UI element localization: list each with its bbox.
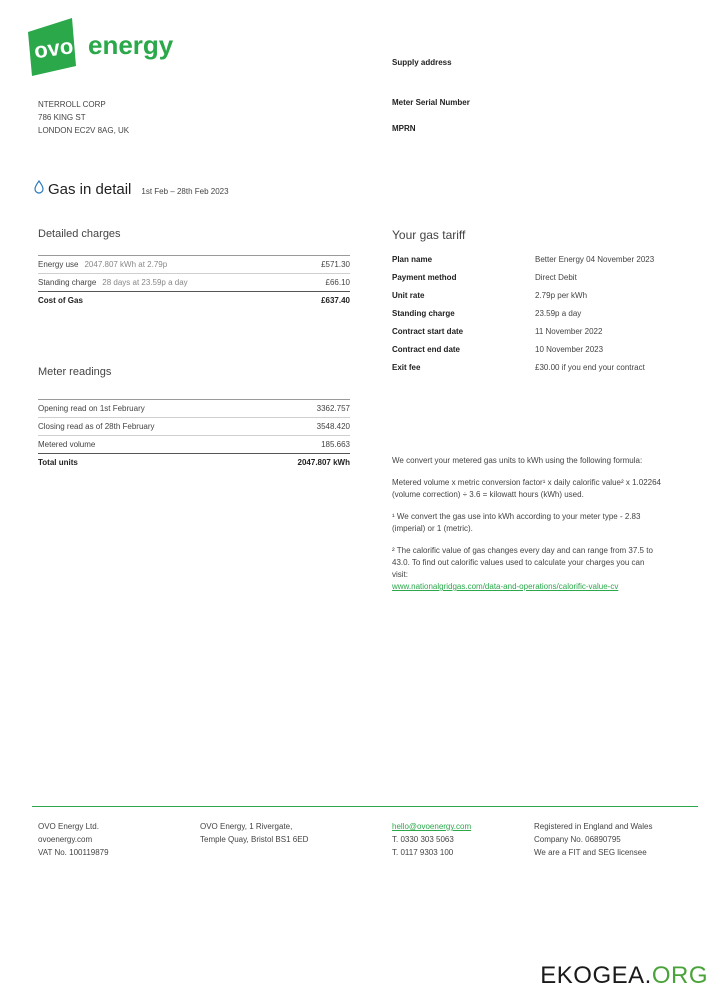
row-value: £66.10: [325, 278, 350, 287]
row-label: Metered volume: [38, 440, 96, 449]
conversion-explanation: [392, 455, 662, 593]
svg-text:energy: energy: [88, 30, 174, 60]
tariff-key: Payment method: [392, 273, 457, 282]
table-row: [38, 418, 350, 436]
tariff-row: [392, 308, 692, 320]
footer-address: [200, 820, 308, 846]
detailed-charges-title: Detailed charges: [38, 228, 121, 240]
total-label: Cost of Gas: [38, 296, 83, 305]
tariff-key: Exit fee: [392, 363, 421, 372]
table-row: [38, 255, 350, 274]
row-value: 185.663: [321, 440, 350, 449]
tariff-row: [392, 272, 692, 284]
customer-address: [38, 98, 238, 137]
row-label: Standing charge: [38, 278, 97, 287]
table-row: [38, 274, 350, 292]
tariff-value: £30.00 if you end your contract: [535, 363, 645, 372]
tariff-value: Direct Debit: [535, 273, 577, 282]
footer-registration: [534, 820, 652, 859]
footer-line: T. 0330 303 5063: [392, 835, 454, 844]
footer-line: OVO Energy Ltd.: [38, 822, 99, 831]
table-row: [38, 399, 350, 418]
tariff-row: [392, 254, 692, 266]
watermark-part: ORG: [651, 962, 708, 989]
tariff-value: 23.59p a day: [535, 309, 582, 318]
watermark-part: EKOGEA.: [540, 962, 652, 989]
customer-line: NTERROLL CORP: [38, 100, 106, 109]
gas-tariff-table: [392, 254, 692, 380]
svg-text:ovo: ovo: [32, 33, 75, 64]
explanation-paragraph: We convert your metered gas units to kWh using the following formula:: [392, 456, 643, 465]
ovo-energy-logo: [28, 18, 198, 76]
calorific-value-link[interactable]: www.nationalgridgas.com/data-and-operations/calorific-value-cv: [392, 582, 619, 591]
section-dates: 1st Feb – 28th Feb 2023: [141, 187, 229, 196]
tariff-value: Better Energy 04 November 2023: [535, 255, 655, 264]
section-title: Gas in detail: [48, 181, 132, 198]
tariff-row: [392, 290, 692, 302]
footer-line: Registered in England and Wales: [534, 822, 653, 831]
gas-in-detail-heading: [34, 180, 229, 198]
tariff-row: [392, 344, 692, 356]
row-value: 3548.420: [316, 422, 350, 431]
footer-divider: [32, 806, 698, 807]
row-sub: 28 days at 23.59p a day: [102, 278, 188, 287]
meter-serial-label: Meter Serial Number: [392, 98, 470, 107]
row-label: Opening read on 1st February: [38, 404, 145, 413]
row-label: Closing read as of 28th February: [38, 422, 155, 431]
footer-line: Company No. 06890795: [534, 835, 621, 844]
footer-line: OVO Energy, 1 Rivergate,: [200, 822, 293, 831]
ekogea-watermark: [540, 962, 708, 990]
tariff-key: Standing charge: [392, 309, 455, 318]
meter-readings-title: Meter readings: [38, 366, 112, 378]
explanation-paragraph: Metered volume x metric conversion factor¹ x daily calorific value² x 1.02264 (volume correction) ÷ 3.6 = kilowatt hours (kWh) used.: [392, 478, 661, 499]
tariff-row: [392, 362, 692, 374]
footer-line: VAT No. 100119879: [38, 848, 109, 857]
customer-line: LONDON EC2V 8AG, UK: [38, 126, 130, 135]
total-value: £637.40: [321, 296, 350, 305]
footer-line: ovoenergy.com: [38, 835, 93, 844]
footer-line: Temple Quay, Bristol BS1 6ED: [200, 835, 309, 844]
total-row: [38, 454, 350, 471]
tariff-value: 10 November 2023: [535, 345, 604, 354]
tariff-key: Unit rate: [392, 291, 425, 300]
explanation-paragraph: ² The calorific value of gas changes every day and can range from 37.5 to 43.0. To find out calorific values used to calculate your charges you can visit:: [392, 546, 653, 579]
footer-line: T. 0117 9303 100: [392, 848, 454, 857]
meter-readings-table: [38, 399, 350, 471]
footer-contact: [392, 820, 471, 859]
gas-tariff-title: Your gas tariff: [392, 228, 466, 242]
detailed-charges-table: [38, 255, 350, 309]
tariff-value: 2.79p per kWh: [535, 291, 588, 300]
row-sub: 2047.807 kWh at 2.79p: [84, 260, 168, 269]
tariff-key: Plan name: [392, 255, 433, 264]
explanation-paragraph: ¹ We convert the gas use into kWh according to your meter type - 2.83 (imperial) or 1 (metric).: [392, 512, 641, 533]
table-row: [38, 436, 350, 454]
mprn-label: MPRN: [392, 124, 416, 133]
tariff-value: 11 November 2022: [535, 327, 603, 336]
supply-address-label: Supply address: [392, 58, 452, 67]
row-value: £571.30: [321, 260, 350, 269]
customer-line: 786 KING ST: [38, 113, 86, 122]
tariff-row: [392, 326, 692, 338]
email-link[interactable]: hello@ovoenergy.com: [392, 822, 472, 831]
tariff-key: Contract start date: [392, 327, 464, 336]
total-value: 2047.807 kWh: [297, 458, 350, 467]
total-row: [38, 292, 350, 309]
row-label: Energy use: [38, 260, 79, 269]
row-value: 3362.757: [316, 404, 350, 413]
footer-line: We are a FIT and SEG licensee: [534, 848, 647, 857]
tariff-key: Contract end date: [392, 345, 461, 354]
flame-icon: [34, 180, 44, 194]
total-label: Total units: [38, 458, 78, 467]
footer-company: [38, 820, 109, 859]
